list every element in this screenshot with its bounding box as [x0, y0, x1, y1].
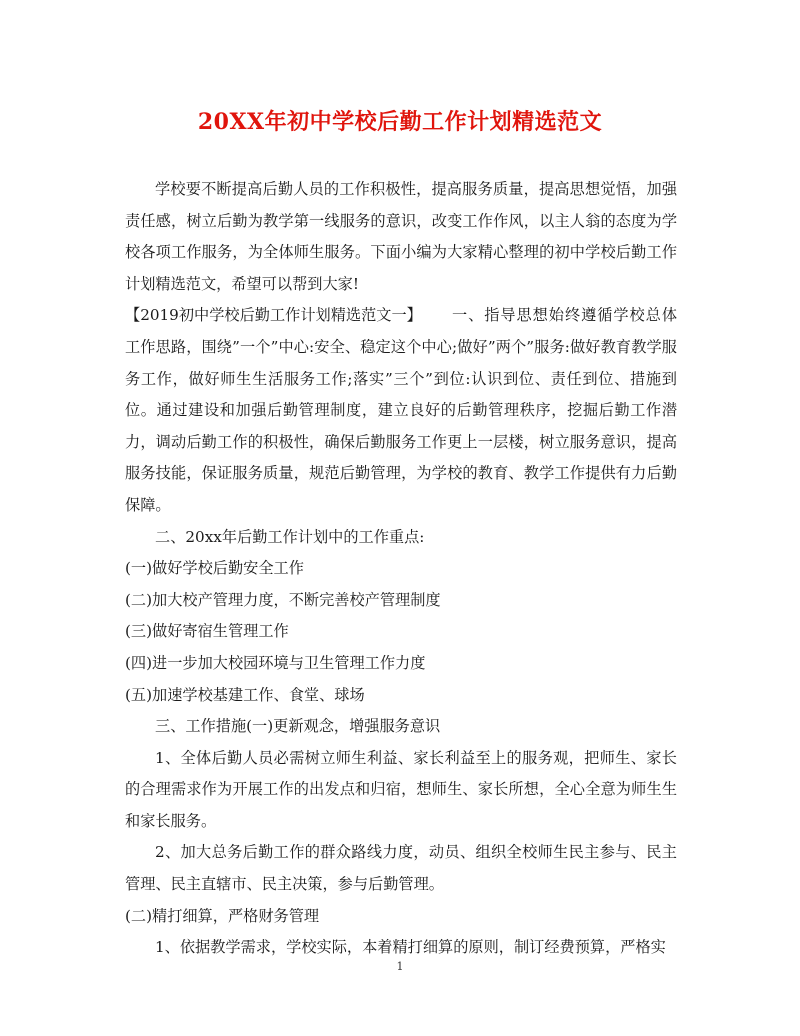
finance-paragraph-1: 1、依据教学需求，学校实际，本着精打细算的原则，制订经费预算，严格实 [155, 938, 666, 957]
section-one-paragraph [125, 300, 677, 521]
section-heading: 【2019初中学校后勤工作计划精选范文一】 [125, 306, 422, 325]
focus-item: (五)加速学校基建工作、食堂、球场 [125, 685, 365, 704]
intro-paragraph: 学校要不断提高后勤人员的工作积极性，提高服务质量，提高思想觉悟，加强责任感，树立后勤为教学第一线服务的意识，改变工作作风，以主人翁的态度为学校各项工作服务，为全体师生服务。下面小编为大家精心整理的初中学校后勤工作计划精选范文，希望可以帮到大家! [125, 180, 677, 293]
section-two-heading: 二、20xx年后勤工作计划中的工作重点: [155, 527, 425, 546]
focus-item: (一)做好学校后勤安全工作 [125, 559, 304, 578]
page-number: 1 [396, 960, 404, 973]
measure-paragraph-1: 1、全体后勤人员必需树立师生利益、家长利益至上的服务观，把师生、家长的合理需求作为开展工作的出发点和归宿，想师生、家长所想，全心全意为师生生和家长服务。 [125, 748, 677, 830]
focus-item: (二)加大校产管理力度，不断完善校产管理制度 [125, 590, 441, 609]
subsection-two-heading: (二)精打细算，严格财务管理 [125, 906, 320, 925]
section-one-text: 一、指导思想始终遵循学校总体工作思路，围绕”一个”中心:安全、稳定这个中心;做好”两个”服务:做好教育教学服务工作，做好师生生活服务工作;落实”三个”到位:认识到位、责任到位、措施到位。通过建设和加强后勤管理制度，建立良好的后勤管理秩序，挖掘后勤工作潜力，调动后勤工作的积极性，确保后勤服务工作更上一层楼，树立服务意识，提高服务技能，保证服务质量，规范后勤管理，为学校的教育、教学工作提供有力后勤保障。 [125, 306, 677, 514]
focus-item: (三)做好寄宿生管理工作 [125, 622, 289, 641]
document-body [125, 174, 677, 964]
section-three-heading: 三、工作措施(一)更新观念，增强服务意识 [155, 717, 441, 736]
measure-paragraph-2: 2、加大总务后勤工作的群众路线力度，动员、组织全校师生民主参与、民主管理、民主直辖市、民主决策，参与后勤管理。 [125, 843, 677, 894]
document-title: 20XX年初中学校后勤工作计划精选范文 [197, 109, 603, 135]
focus-item: (四)进一步加大校园环境与卫生管理工作力度 [125, 653, 426, 672]
